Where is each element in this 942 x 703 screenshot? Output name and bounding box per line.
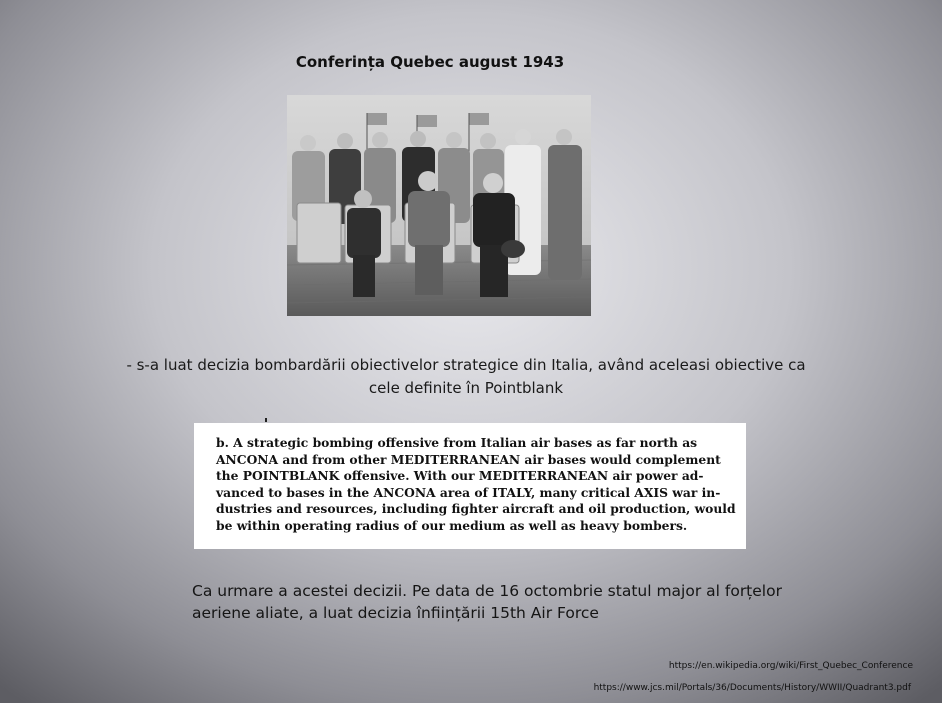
slide-title: Conferința Quebec august 1943 xyxy=(295,53,565,71)
conference-photo xyxy=(287,95,591,316)
excerpt-line: the POINTBLANK offensive. With our MEDITERRANEAN air power ad- xyxy=(216,468,704,484)
source-link-jcs[interactable]: https://www.jcs.mil/Portals/36/Documents/History/WWII/Quadrant3.pdf xyxy=(593,683,911,693)
excerpt-line: b. A strategic bombing offensive from Italian air bases as far north as xyxy=(216,435,698,450)
excerpt-line: dustries and resources, including fighter aircraft and oil production, would xyxy=(216,501,736,517)
source-link-wikipedia[interactable]: https://en.wikipedia.org/wiki/First_Quebec_Conference xyxy=(668,661,913,671)
outcome-text: Ca urmare a acestei decizii. Pe data de 16 octombrie statul major al forțelor aeriene aliate, a luat decizia înființării 15th Air Force xyxy=(192,582,782,622)
excerpt-line: vanced to bases in the ANCONA area of ITALY, many critical AXIS war in- xyxy=(216,484,721,500)
excerpt-line: be within operating radius of our medium as well as heavy bombers. xyxy=(216,517,688,533)
decision-text: - s-a luat decizia bombardării obiectivelor strategice din Italia, având aceleasi obiective ca cele definite în Pointblank xyxy=(126,356,806,397)
scan-mark xyxy=(265,418,267,422)
excerpt-line: ANCONA and from other MEDITERRANEAN air bases would complement xyxy=(216,451,721,467)
document-excerpt xyxy=(194,423,746,549)
